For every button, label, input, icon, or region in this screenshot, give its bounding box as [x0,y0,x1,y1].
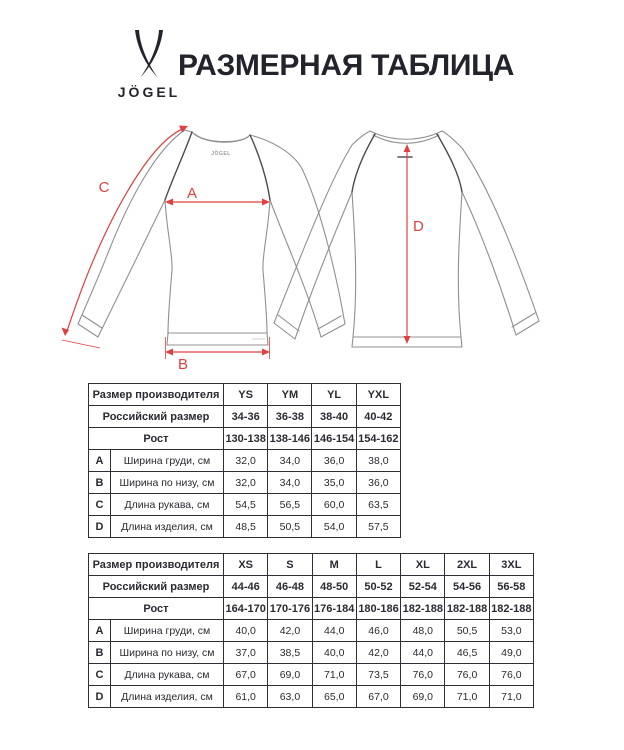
measure-value: 57,5 [356,516,400,538]
measure-value: 54,0 [312,516,356,538]
measure-value: 71,0 [312,664,356,686]
brand-logo-text: JÖGEL [117,84,181,100]
header-label: Размер производителя [89,554,224,576]
header-value: 50-52 [356,576,400,598]
measure-value: 71,0 [489,686,533,708]
garment-measurement-diagram [52,118,572,376]
header-value: 54-56 [445,576,489,598]
measure-value: 76,0 [445,664,489,686]
table-row [89,450,401,472]
measure-value: 69,0 [401,686,445,708]
measure-value: 76,0 [401,664,445,686]
header-label: Российский размер [89,406,224,428]
header-value: M [312,554,356,576]
header-value: 48-50 [312,576,356,598]
measure-value: 67,0 [224,664,268,686]
measure-value: 49,0 [489,642,533,664]
label-B: B [177,356,189,373]
header-value: 3XL [489,554,533,576]
measure-value: 35,0 [312,472,356,494]
measure-value: 54,5 [224,494,268,516]
header-value: 182-188 [401,598,445,620]
measure-value: 65,0 [312,686,356,708]
table-row [89,664,534,686]
header-value: 138-146 [268,428,312,450]
header-label: Российский размер [89,576,224,598]
header-value: 38-40 [312,406,356,428]
back-torso [352,192,356,337]
measure-letter: B [89,472,111,494]
measure-value: 38,0 [356,450,400,472]
measure-value: 32,0 [224,450,268,472]
header-row [89,406,401,428]
measure-label: Ширина груди, см [111,450,224,472]
jogel-logo-icon [130,30,168,82]
measure-value: 71,0 [445,686,489,708]
header-value: 40-42 [356,406,400,428]
header-value: 44-46 [224,576,268,598]
measure-value: 40,0 [224,620,268,642]
header-value: YXL [356,384,400,406]
header-value: 46-48 [268,576,312,598]
header-value: YL [312,384,356,406]
measure-letter: A [89,450,111,472]
label-D: D [413,218,424,235]
front-raglan-seam-right [250,135,270,200]
header-value: YM [268,384,312,406]
measure-label: Длина изделия, см [111,686,224,708]
measure-value: 60,0 [312,494,356,516]
header-row [89,554,534,576]
label-C: C [98,179,110,196]
front-left-sleeve [78,130,185,324]
measure-value: 34,0 [268,450,312,472]
table-row [89,494,401,516]
measure-letter: C [89,494,111,516]
measurement-annotations [62,126,411,360]
table-row [89,642,534,664]
measure-value: 34,0 [268,472,312,494]
header-value: 56-58 [489,576,533,598]
table-row [89,686,534,708]
header-label: Размер производителя [89,384,224,406]
back-raglan-seam-left [352,134,375,192]
header-value: 130-138 [224,428,268,450]
header-value: S [268,554,312,576]
measure-label: Длина рукава, см [111,494,224,516]
size-table-youth [88,383,401,538]
table-row [89,516,401,538]
measure-value: 76,0 [489,664,533,686]
header-value: 182-188 [445,598,489,620]
measure-value: 36,0 [356,472,400,494]
measure-letter: C [89,664,111,686]
measure-value: 69,0 [268,664,312,686]
measure-value: 61,0 [224,686,268,708]
measure-value: 42,0 [356,642,400,664]
measure-value: 44,0 [312,620,356,642]
header-value: 52-54 [401,576,445,598]
header-row [89,384,401,406]
header-value: 146-154 [312,428,356,450]
header-value: 2XL [445,554,489,576]
measure-letter: A [89,620,111,642]
header-value: 36-38 [268,406,312,428]
page-title: РАЗМЕРНАЯ ТАБЛИЦА [178,49,515,82]
back-raglan-seam-right [437,134,462,192]
table-row [89,472,401,494]
header-value: 176-184 [312,598,356,620]
label-A: A [186,185,198,202]
front-right-sleeve [257,137,345,324]
chest-logo-text: JÖGEL [211,151,231,157]
measure-value: 56,5 [268,494,312,516]
measure-value: 36,0 [312,450,356,472]
measure-value: 46,5 [445,642,489,664]
header-value: L [356,554,400,576]
measure-value: 46,0 [356,620,400,642]
measure-value: 48,5 [224,516,268,538]
measure-letter: D [89,516,111,538]
measure-value: 40,0 [312,642,356,664]
header-value: 154-162 [356,428,400,450]
measure-label: Ширина по низу, см [111,642,224,664]
size-table-adult [88,553,534,708]
measure-value: 63,5 [356,494,400,516]
header-value: 34-36 [224,406,268,428]
measure-label: Длина рукава, см [111,664,224,686]
measure-value: 50,5 [445,620,489,642]
header-label: Рост [89,598,224,620]
measure-value: 37,0 [224,642,268,664]
measure-value: 53,0 [489,620,533,642]
header-value: 180-186 [356,598,400,620]
header-value: 164-170 [224,598,268,620]
measure-value: 38,5 [268,642,312,664]
brand-logo [110,30,188,100]
measure-label: Ширина груди, см [111,620,224,642]
measure-letter: B [89,642,111,664]
front-torso [165,200,172,333]
measurement-letters [99,179,424,373]
header-value: 170-176 [268,598,312,620]
measure-label: Ширина по низу, см [111,472,224,494]
header-row [89,576,534,598]
measure-value: 44,0 [401,642,445,664]
measure-value: 50,5 [268,516,312,538]
header-row [89,598,534,620]
measure-value: 67,0 [356,686,400,708]
measure-letter: D [89,686,111,708]
measure-value: 63,0 [268,686,312,708]
measure-value: 48,0 [401,620,445,642]
arrow-C [67,128,185,331]
table-row [89,620,534,642]
header-value: 182-188 [489,598,533,620]
header-label: Рост [89,428,224,450]
measure-value: 32,0 [224,472,268,494]
header-value: XS [224,554,268,576]
measure-value: 42,0 [268,620,312,642]
shirt-front-view [78,130,345,345]
back-right-sleeve [462,148,539,321]
measure-label: Длина изделия, см [111,516,224,538]
header-value: XL [401,554,445,576]
measure-value: 73,5 [356,664,400,686]
header-row [89,428,401,450]
header-value: YS [224,384,268,406]
